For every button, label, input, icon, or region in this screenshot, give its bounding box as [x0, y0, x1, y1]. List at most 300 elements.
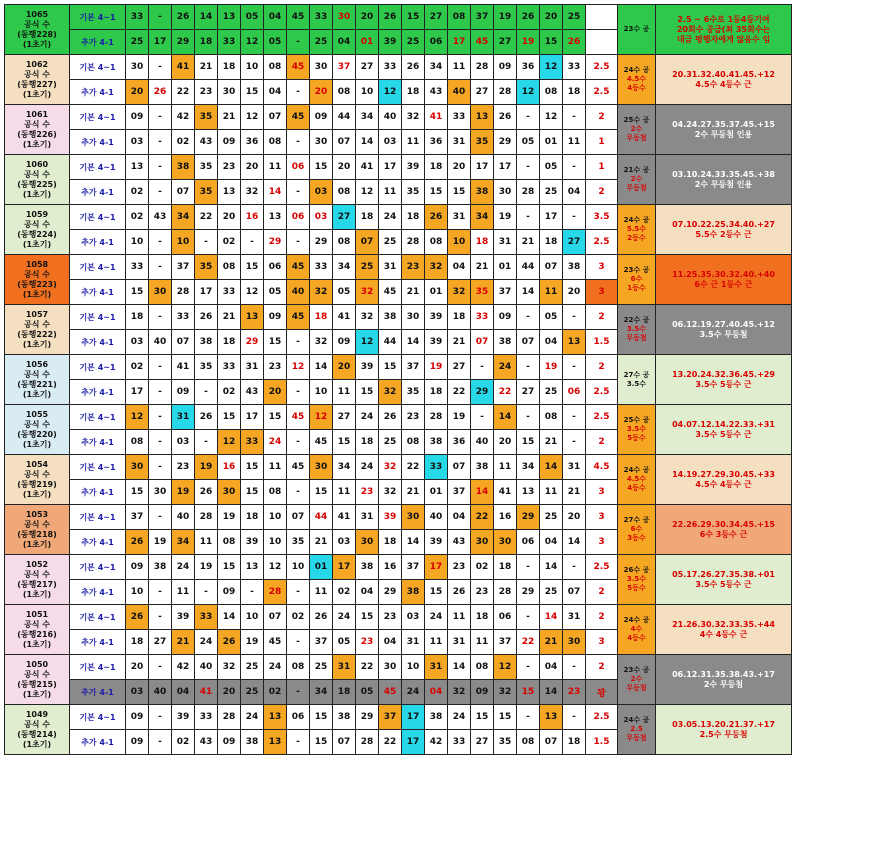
number-cell: 22 [356, 655, 379, 680]
number-cell: 13 [241, 305, 264, 330]
number-cell: 11 [310, 580, 333, 605]
table-row [5, 455, 792, 480]
number-cell: 35 [471, 130, 494, 155]
number-cell: 26 [310, 605, 333, 630]
text-line: 1060 [25, 159, 49, 169]
number-cell: 14 [264, 180, 287, 205]
text-line: 공식 수 [24, 119, 50, 129]
number-cell: 09 [218, 130, 241, 155]
number-cell: 29 [356, 705, 379, 730]
number-cell: 40 [195, 655, 218, 680]
summary-cell [618, 605, 656, 655]
number-cell: 42 [425, 730, 448, 755]
text-line: 6수 3등수 근 [699, 529, 748, 539]
number-cell: 30 [379, 655, 402, 680]
text-line: 무등첨 [626, 734, 647, 742]
winning-note [656, 605, 792, 655]
text-line: 3.5수 5등수 근 [695, 579, 752, 589]
score-cell: 3 [586, 630, 618, 655]
number-cell: 15 [241, 455, 264, 480]
summary-cell [618, 105, 656, 155]
winning-note [656, 55, 792, 105]
text-line: 2수 무등첨 인용 [694, 129, 753, 139]
number-cell: 15 [126, 280, 149, 305]
row-type-label: 추가 4-1 [70, 380, 126, 405]
number-cell: 35 [195, 180, 218, 205]
number-cell: 33 [126, 255, 149, 280]
number-cell: 03 [379, 130, 402, 155]
number-cell: 04 [264, 5, 287, 30]
number-cell: 32 [448, 280, 471, 305]
number-cell: 04 [356, 580, 379, 605]
number-cell: 04 [540, 330, 563, 355]
table-row [5, 405, 792, 430]
number-cell: 32 [425, 255, 448, 280]
number-cell: 12 [241, 280, 264, 305]
score-cell: 2.5 [586, 405, 618, 430]
number-cell: 15 [241, 80, 264, 105]
row-type-label: 기본 4~1 [70, 555, 126, 580]
number-cell: 01 [356, 30, 379, 55]
number-cell: 26 [448, 580, 471, 605]
number-cell: 35 [402, 380, 425, 405]
number-cell: - [517, 655, 540, 680]
draw-label-cell [5, 5, 70, 55]
text-line: 24수 공 [623, 216, 650, 224]
number-cell: 18 [218, 330, 241, 355]
row-type-label: 추가 4-1 [70, 480, 126, 505]
text-line: 1058 [25, 259, 49, 269]
number-cell: - [287, 680, 310, 705]
text-line: 1049 [25, 709, 49, 719]
number-cell: 34 [172, 530, 195, 555]
number-cell: 27 [149, 630, 172, 655]
row-type-label: 기본 4~1 [70, 155, 126, 180]
number-cell: 08 [287, 655, 310, 680]
row-type-label: 추가 4-1 [70, 130, 126, 155]
text-line: 공식 수 [24, 319, 50, 329]
number-cell: 12 [264, 555, 287, 580]
number-cell: 30 [402, 305, 425, 330]
row-type-label: 추가 4-1 [70, 580, 126, 605]
number-cell: 06 [287, 705, 310, 730]
number-cell: 05 [517, 130, 540, 155]
number-cell: 28 [264, 580, 287, 605]
score-cell: 2 [586, 355, 618, 380]
text-line: 공식 수 [24, 569, 50, 579]
number-cell: 14 [356, 130, 379, 155]
number-cell: 35 [494, 730, 517, 755]
draw-label-cell [5, 405, 70, 455]
number-cell: 20 [356, 5, 379, 30]
number-cell: - [563, 655, 586, 680]
text-line: 무등첨 [626, 184, 647, 192]
draw-label-cell [5, 205, 70, 255]
text-line: 1057 [25, 309, 49, 319]
number-cell: 11 [425, 630, 448, 655]
number-cell: 24 [402, 680, 425, 705]
number-cell: 19 [425, 355, 448, 380]
number-cell: 07 [540, 255, 563, 280]
text-line: 2.5 [630, 725, 643, 733]
row-type-label: 기본 4~1 [70, 255, 126, 280]
number-cell: 08 [402, 430, 425, 455]
number-cell: 23 [402, 405, 425, 430]
text-line: (동행227) [17, 79, 57, 89]
number-cell: 09 [264, 305, 287, 330]
text-line: 1065 [25, 9, 49, 19]
summary-cell [618, 5, 656, 55]
number-cell: 31 [448, 130, 471, 155]
draw-label-cell [5, 705, 70, 755]
number-cell: 20 [494, 430, 517, 455]
number-cell: 13 [517, 480, 540, 505]
number-cell: 07 [287, 505, 310, 530]
number-cell: - [563, 355, 586, 380]
winning-note [656, 655, 792, 705]
number-cell: 15 [494, 705, 517, 730]
draw-label-cell [5, 305, 70, 355]
number-cell: 12 [356, 330, 379, 355]
number-cell: 38 [333, 705, 356, 730]
number-cell: 22 [448, 380, 471, 405]
number-cell: 15 [126, 480, 149, 505]
number-cell: 42 [172, 655, 195, 680]
number-cell: 30 [126, 455, 149, 480]
number-cell: 14 [218, 605, 241, 630]
number-cell: 18 [379, 530, 402, 555]
text-line: (1초기) [22, 339, 52, 349]
number-cell: 30 [471, 530, 494, 555]
draw-label-cell [5, 455, 70, 505]
number-cell: 19 [172, 480, 195, 505]
number-cell: 38 [241, 730, 264, 755]
winning-note [656, 305, 792, 355]
number-cell: 19 [195, 455, 218, 480]
number-cell: 20 [126, 80, 149, 105]
text-line: (1초기) [22, 39, 52, 49]
number-cell: 14 [540, 555, 563, 580]
row-type-label: 기본 4~1 [70, 705, 126, 730]
number-cell: 08 [333, 180, 356, 205]
number-cell: 27 [471, 730, 494, 755]
number-cell: 02 [333, 580, 356, 605]
number-cell: 28 [517, 180, 540, 205]
number-cell: - [149, 380, 172, 405]
number-cell: - [517, 105, 540, 130]
winning-note [656, 255, 792, 305]
number-cell: 41 [494, 480, 517, 505]
text-line: (1초기) [22, 489, 52, 499]
number-cell: - [517, 205, 540, 230]
number-cell: 32 [379, 380, 402, 405]
text-line: 4.5수 4등수 근 [695, 79, 752, 89]
number-cell: - [517, 605, 540, 630]
winning-note [656, 205, 792, 255]
number-cell: 12 [540, 105, 563, 130]
text-line: 06.12.31.35.38.43.+17 [672, 669, 775, 679]
number-cell: 34 [471, 205, 494, 230]
number-cell: - [471, 355, 494, 380]
number-cell: 43 [241, 380, 264, 405]
number-cell: 27 [494, 30, 517, 55]
text-line: (1초기) [22, 389, 52, 399]
score-cell: 2 [586, 430, 618, 455]
number-cell: 06 [494, 605, 517, 630]
number-cell: 33 [471, 305, 494, 330]
row-type-label: 추가 4-1 [70, 530, 126, 555]
winning-note [656, 355, 792, 405]
number-cell: 29 [494, 130, 517, 155]
number-cell: 31 [172, 405, 195, 430]
text-line: 3.5수 무등첨 [699, 329, 748, 339]
number-cell: 05 [241, 5, 264, 30]
number-cell: 15 [448, 180, 471, 205]
number-cell: - [149, 255, 172, 280]
number-cell: 03 [310, 205, 333, 230]
number-cell: 37 [310, 630, 333, 655]
number-cell: 18 [494, 555, 517, 580]
number-cell: 26 [126, 530, 149, 555]
number-cell: 10 [356, 80, 379, 105]
number-cell: - [287, 730, 310, 755]
text-line: (1초기) [22, 739, 52, 749]
text-line: (1초기) [22, 639, 52, 649]
text-line: 대금 평행자에게 않음수 임 [676, 34, 771, 44]
number-cell: 26 [126, 605, 149, 630]
number-cell: 08 [264, 480, 287, 505]
number-cell: 41 [333, 305, 356, 330]
number-cell: 09 [126, 555, 149, 580]
number-cell: - [149, 430, 172, 455]
number-cell: 14 [563, 530, 586, 555]
text-line: 6수 [630, 525, 643, 533]
number-cell: 05 [333, 280, 356, 305]
number-cell: 33 [310, 5, 333, 30]
number-cell: 38 [494, 330, 517, 355]
number-cell: 15 [425, 180, 448, 205]
number-cell: 08 [264, 55, 287, 80]
number-cell: 06 [287, 155, 310, 180]
number-cell: 25 [310, 655, 333, 680]
number-cell: 27 [425, 5, 448, 30]
number-cell: 30 [563, 630, 586, 655]
number-cell: 15 [517, 430, 540, 455]
number-cell: 11 [448, 605, 471, 630]
number-cell: 31 [563, 455, 586, 480]
number-cell: 17 [379, 155, 402, 180]
score-cell: 2 [586, 580, 618, 605]
number-cell: 30 [149, 280, 172, 305]
number-cell: 31 [356, 505, 379, 530]
number-cell: 24 [241, 705, 264, 730]
number-cell: 15 [356, 380, 379, 405]
row-type-label: 추가 4-1 [70, 180, 126, 205]
text-line: 07.10.22.25.34.40.+27 [672, 219, 775, 229]
number-cell: 18 [241, 505, 264, 530]
number-cell: 12 [540, 55, 563, 80]
number-cell: 28 [425, 405, 448, 430]
text-line: 1052 [25, 559, 49, 569]
number-cell: 34 [517, 455, 540, 480]
text-line: 3등수 [627, 534, 646, 542]
text-line: 4.5수 [626, 475, 647, 483]
number-cell: 17 [333, 555, 356, 580]
number-cell: 26 [517, 5, 540, 30]
number-cell: 39 [402, 155, 425, 180]
text-line: 3.5수 [626, 325, 647, 333]
number-cell: - [149, 305, 172, 330]
text-line: (1초기) [22, 589, 52, 599]
number-cell: 11 [195, 530, 218, 555]
number-cell: 01 [425, 480, 448, 505]
text-line: 05.17.26.27.35.38.+01 [672, 569, 775, 579]
number-cell: 26 [218, 630, 241, 655]
table-row [5, 605, 792, 630]
text-line: 11.25.35.30.32.40.+40 [672, 269, 775, 279]
number-cell: 17 [149, 30, 172, 55]
number-cell: 18 [126, 305, 149, 330]
number-cell: 34 [310, 680, 333, 705]
text-line: (동행223) [17, 279, 57, 289]
number-cell: 45 [287, 455, 310, 480]
number-cell: - [241, 230, 264, 255]
number-cell: 39 [379, 505, 402, 530]
number-cell: 15 [218, 405, 241, 430]
number-cell: 35 [195, 355, 218, 380]
number-cell: 24 [172, 555, 195, 580]
number-cell: 26 [172, 5, 195, 30]
winning-note [656, 455, 792, 505]
number-cell: 05 [540, 305, 563, 330]
number-cell: 06 [425, 30, 448, 55]
number-cell: 23 [379, 605, 402, 630]
number-cell: - [195, 580, 218, 605]
number-cell: 12 [241, 105, 264, 130]
number-cell: 38 [471, 455, 494, 480]
number-cell: 21 [402, 280, 425, 305]
number-cell: 23 [172, 455, 195, 480]
number-cell: 14 [540, 680, 563, 705]
text-line: (동행217) [17, 579, 57, 589]
number-cell: 09 [172, 380, 195, 405]
number-cell: 23 [356, 630, 379, 655]
summary-cell [618, 405, 656, 455]
number-cell: - [149, 155, 172, 180]
number-cell: - [287, 330, 310, 355]
number-cell: 32 [310, 330, 333, 355]
text-line: 4등수 [627, 484, 646, 492]
number-cell: 17 [471, 155, 494, 180]
number-cell: - [287, 380, 310, 405]
number-cell: 09 [494, 305, 517, 330]
number-cell: 02 [172, 130, 195, 155]
text-line: 공식 수 [24, 669, 50, 679]
number-cell: 40 [471, 430, 494, 455]
number-cell: 45 [379, 680, 402, 705]
number-cell: 42 [172, 105, 195, 130]
number-cell: 35 [195, 105, 218, 130]
number-cell: 33 [448, 105, 471, 130]
number-cell: 02 [218, 380, 241, 405]
text-line: (동행225) [17, 179, 57, 189]
number-cell: 25 [540, 380, 563, 405]
number-cell: 15 [517, 680, 540, 705]
number-cell: 39 [172, 605, 195, 630]
number-cell: 04 [540, 530, 563, 555]
row-type-label: 추가 4-1 [70, 230, 126, 255]
text-line: (1초기) [22, 689, 52, 699]
number-cell: 08 [471, 655, 494, 680]
text-line: (1초기) [22, 139, 52, 149]
number-cell: 11 [448, 55, 471, 80]
number-cell: 16 [218, 455, 241, 480]
score-cell: 2 [586, 180, 618, 205]
number-cell: 13 [540, 705, 563, 730]
number-cell: 34 [356, 105, 379, 130]
number-cell: 41 [356, 155, 379, 180]
number-cell: 37 [494, 280, 517, 305]
row-type-label: 기본 4~1 [70, 655, 126, 680]
number-cell: 22 [379, 730, 402, 755]
table-row [5, 505, 792, 530]
text-line: (1초기) [22, 239, 52, 249]
number-cell: 12 [517, 80, 540, 105]
number-cell: 24 [379, 205, 402, 230]
number-cell: 35 [471, 280, 494, 305]
number-cell: 17 [425, 555, 448, 580]
number-cell: 43 [448, 530, 471, 555]
number-cell: - [149, 405, 172, 430]
number-cell: 15 [264, 405, 287, 430]
number-cell: 13 [264, 705, 287, 730]
number-cell: 16 [494, 505, 517, 530]
draw-label-cell [5, 555, 70, 605]
row-type-label: 기본 4~1 [70, 205, 126, 230]
score-cell: 3 [586, 530, 618, 555]
number-cell: - [287, 30, 310, 55]
number-cell: - [287, 230, 310, 255]
draw-label-cell [5, 505, 70, 555]
text-line: 공식 수 [24, 269, 50, 279]
number-cell: 24 [264, 655, 287, 680]
number-cell: 36 [425, 130, 448, 155]
number-cell: 07 [333, 730, 356, 755]
number-cell: 36 [448, 430, 471, 455]
score-cell: 꽝 [586, 680, 618, 705]
number-cell: 28 [494, 80, 517, 105]
number-cell: 09 [126, 105, 149, 130]
number-cell: 31 [333, 655, 356, 680]
number-cell: 26 [425, 205, 448, 230]
number-cell: 34 [172, 205, 195, 230]
number-cell: 25 [563, 5, 586, 30]
number-cell: 27 [448, 355, 471, 380]
text-line: (동행219) [17, 479, 57, 489]
text-line: (1초기) [22, 189, 52, 199]
number-cell: 34 [333, 455, 356, 480]
number-cell: 21 [402, 480, 425, 505]
number-cell: 23 [471, 580, 494, 605]
number-cell: - [149, 55, 172, 80]
number-cell: 18 [471, 230, 494, 255]
number-cell: 25 [379, 430, 402, 455]
number-cell: 06 [563, 380, 586, 405]
score-cell: 2.5 [586, 705, 618, 730]
text-line: (1초기) [22, 439, 52, 449]
text-line: 4등수 [627, 84, 646, 92]
number-cell: 22 [494, 380, 517, 405]
